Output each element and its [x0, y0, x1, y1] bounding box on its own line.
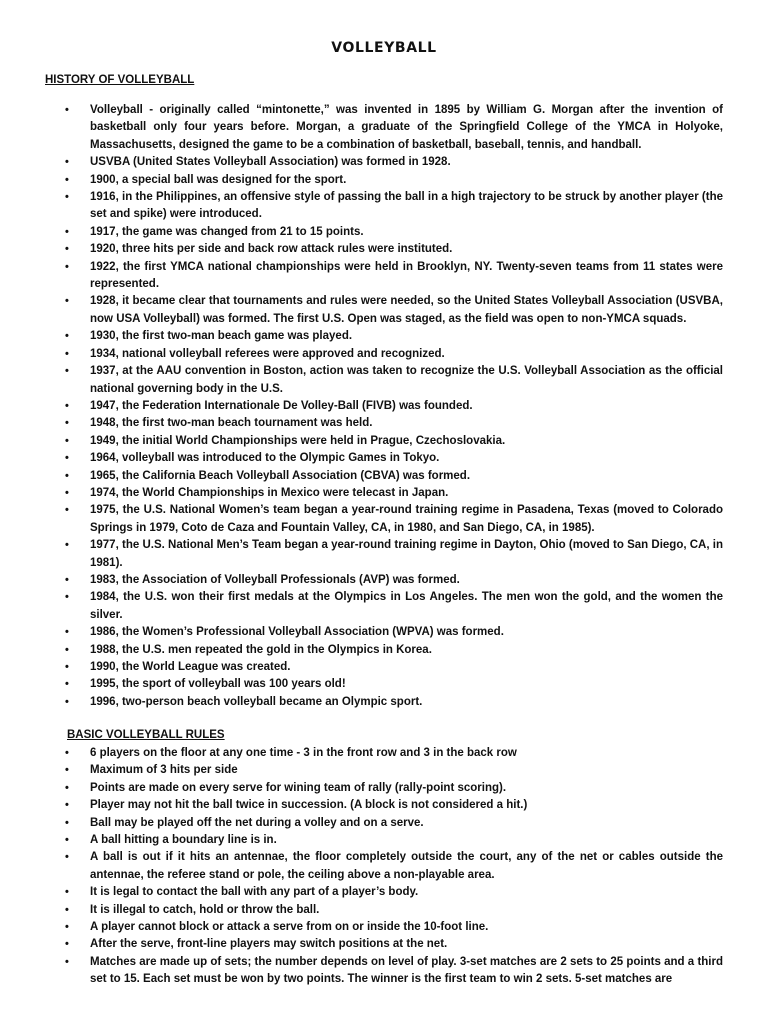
history-item-text: 1900, a special ball was designed for the sport. — [90, 173, 347, 186]
rule-item — [0, 849, 768, 884]
bullet-icon: • — [65, 781, 69, 794]
rule-item — [0, 780, 768, 797]
history-item-text: USVBA (United States Volleyball Association) was formed in 1928. — [90, 156, 451, 169]
history-item — [0, 154, 768, 171]
bullet-icon: • — [65, 295, 69, 308]
bullet-icon: • — [65, 764, 69, 777]
history-item — [0, 259, 768, 294]
history-item — [0, 642, 768, 659]
bullet-icon: • — [65, 260, 69, 273]
rule-item — [0, 815, 768, 832]
history-item-text: 1916, in the Philippines, an offensive style of passing the ball in a high trajectory to be struck by another player (the set and spike) were introduced. — [90, 191, 723, 221]
bullet-icon: • — [65, 469, 69, 482]
history-item — [0, 450, 768, 467]
history-item-text: 1937, at the AAU convention in Boston, action was taken to recognize the U.S. Volleyball Association as the official national governing body in the U.S. — [90, 365, 723, 395]
history-item-text: 1995, the sport of volleyball was 100 years old! — [90, 678, 346, 691]
history-item — [0, 172, 768, 189]
history-item — [0, 241, 768, 258]
rule-item — [0, 762, 768, 779]
history-item — [0, 433, 768, 450]
bullet-icon: • — [65, 921, 69, 934]
bullet-icon: • — [65, 486, 69, 499]
rule-item-text: Maximum of 3 hits per side — [90, 764, 238, 777]
rule-item — [0, 797, 768, 814]
history-item-text: Volleyball - originally called “mintonette,” was invented in 1895 by William G. Morgan after the invention of basketball only four years before. Morgan, a graduate of the Springfield College of the YMCA in Holyoke, Massachusetts, designed the game to be a combination of basketball, baseball, tennis, and handball. — [90, 104, 723, 151]
history-item — [0, 502, 768, 537]
history-item-text: 1917, the game was changed from 21 to 15 points. — [90, 225, 364, 238]
history-item-text: 1975, the U.S. National Women’s team began a year-round training regime in Pasadena, Texas (moved to Colorado Springs in 1979, Coto de Caza and Fountain Valley, CA, in 1980, and San Diego, CA, in 1985). — [90, 504, 723, 534]
history-list — [0, 102, 768, 711]
rule-item — [0, 954, 768, 989]
rule-item-text: A ball hitting a boundary line is in. — [90, 834, 277, 847]
rules-list — [0, 745, 768, 989]
history-item-text: 1947, the Federation Internationale De Volley-Ball (FIVB) was founded. — [90, 399, 473, 412]
bullet-icon: • — [65, 591, 69, 604]
history-item — [0, 328, 768, 345]
bullet-icon: • — [65, 834, 69, 847]
bullet-icon: • — [65, 156, 69, 169]
rule-item — [0, 884, 768, 901]
bullet-icon: • — [65, 452, 69, 465]
bullet-icon: • — [65, 104, 69, 116]
history-item-text: 1934, national volleyball referees were approved and recognized. — [90, 347, 445, 360]
history-item-text: 1930, the first two-man beach game was played. — [90, 330, 353, 343]
history-item — [0, 224, 768, 241]
history-item — [0, 102, 768, 154]
bullet-icon: • — [65, 747, 69, 759]
history-item-text: 1983, the Association of Volleyball Professionals (AVP) was formed. — [90, 573, 460, 586]
bullet-icon: • — [65, 434, 69, 447]
history-item-text: 1965, the California Beach Volleyball Association (CBVA) was formed. — [90, 469, 471, 482]
history-item — [0, 676, 768, 693]
bullet-icon: • — [65, 661, 69, 673]
rule-item-text: Points are made on every serve for wining team of rally (rally-point scoring). — [90, 781, 507, 794]
bullet-icon: • — [65, 955, 69, 968]
bullet-icon: • — [65, 399, 69, 412]
history-item-text: 1922, the first YMCA national championships were held in Brooklyn, NY. Twenty-seven teams from 11 states were represented. — [90, 260, 723, 291]
history-item — [0, 485, 768, 502]
history-item-text: 1977, the U.S. National Men’s Team began a year-round training regime in Dayton, Ohio (moved to San Diego, CA, in 1981). — [90, 539, 723, 569]
rule-item-text: Matches are made up of sets; the number depends on level of play. 3-set matches are 2 sets to 25 points and a third set to 15. Each set must be won by two points. The winner is the first team to win 2 sets. 5-set matches are — [90, 955, 723, 986]
history-item — [0, 189, 768, 224]
bullet-icon: • — [65, 347, 69, 360]
history-item-text: 1928, it became clear that tournaments and rules were needed, so the United States Volleyball Association (USVBA, now USA Volleyball) was formed. The first U.S. Open was staged, as the field was open to non-YMCA squads. — [90, 295, 723, 325]
bullet-icon: • — [65, 678, 69, 691]
rule-item-text: It is illegal to catch, hold or throw the ball. — [90, 903, 320, 916]
rule-item-text: It is legal to contact the ball with any part of a player’s body. — [90, 886, 419, 899]
rule-item — [0, 832, 768, 849]
history-item-text: 1920, three hits per side and back row attack rules were instituted. — [90, 243, 453, 256]
rule-item — [0, 919, 768, 936]
bullet-icon: • — [65, 173, 69, 186]
history-item — [0, 659, 768, 676]
bullet-icon: • — [65, 626, 69, 639]
history-item — [0, 572, 768, 589]
history-item-text: 1990, the World League was created. — [90, 661, 291, 673]
rules-heading: BASIC VOLLEYBALL RULES — [67, 729, 225, 741]
history-item — [0, 415, 768, 432]
history-item — [0, 346, 768, 363]
history-item-text: 1948, the first two-man beach tournament was held. — [90, 417, 373, 430]
history-item-text: 1988, the U.S. men repeated the gold in the Olympics in Korea. — [90, 643, 432, 656]
bullet-icon: • — [65, 365, 69, 378]
bullet-icon: • — [65, 938, 69, 951]
history-item — [0, 624, 768, 641]
history-item — [0, 293, 768, 328]
bullet-icon: • — [65, 903, 69, 916]
rule-item-text: Ball may be played off the net during a volley and on a serve. — [90, 816, 424, 829]
rule-item-text: 6 players on the floor at any one time - 3 in the front row and 3 in the back row — [90, 747, 517, 759]
bullet-icon: • — [65, 695, 69, 708]
history-item-text: 1996, two-person beach volleyball became an Olympic sport. — [90, 695, 423, 708]
history-item-text: 1986, the Women’s Professional Volleyball Association (WPVA) was formed. — [90, 626, 504, 639]
rule-item — [0, 745, 768, 762]
history-heading: HISTORY OF VOLLEYBALL — [45, 74, 195, 86]
bullet-icon: • — [65, 816, 69, 829]
bullet-icon: • — [65, 539, 69, 552]
bullet-icon: • — [65, 886, 69, 899]
bullet-icon: • — [65, 573, 69, 586]
bullet-icon: • — [65, 225, 69, 238]
history-item — [0, 694, 768, 711]
rule-item-text: A player cannot block or attack a serve from on or inside the 10-foot line. — [90, 921, 489, 934]
bullet-icon: • — [65, 504, 69, 517]
history-item-text: 1964, volleyball was introduced to the Olympic Games in Tokyo. — [90, 452, 440, 465]
history-item — [0, 363, 768, 398]
bullet-icon: • — [65, 417, 69, 430]
rule-item — [0, 902, 768, 919]
bullet-icon: • — [65, 851, 69, 864]
rule-item-text: After the serve, front-line players may switch positions at the net. — [90, 938, 448, 951]
bullet-icon: • — [65, 191, 69, 204]
bullet-icon: • — [65, 330, 69, 343]
history-item-text: 1949, the initial World Championships were held in Prague, Czechoslovakia. — [90, 434, 506, 447]
history-item — [0, 589, 768, 624]
history-item — [0, 398, 768, 415]
rule-item — [0, 936, 768, 953]
rule-item-text: A ball is out if it hits an antennae, the floor completely outside the court, any of the net or cables outside the antennae, the referee stand or pole, the ceiling above a non-playable area. — [90, 851, 723, 881]
page-title: VOLLEYBALL — [331, 40, 437, 56]
history-item-text: 1984, the U.S. won their first medals at the Olympics in Los Angeles. The men won the gold, and the women the silver. — [90, 591, 723, 621]
bullet-icon: • — [65, 643, 69, 656]
history-item-text: 1974, the World Championships in Mexico were telecast in Japan. — [90, 486, 449, 499]
bullet-icon: • — [65, 243, 69, 256]
bullet-icon: • — [65, 799, 69, 812]
history-item — [0, 468, 768, 485]
history-item — [0, 537, 768, 572]
rule-item-text: Player may not hit the ball twice in succession. (A block is not considered a hit.) — [90, 799, 528, 812]
